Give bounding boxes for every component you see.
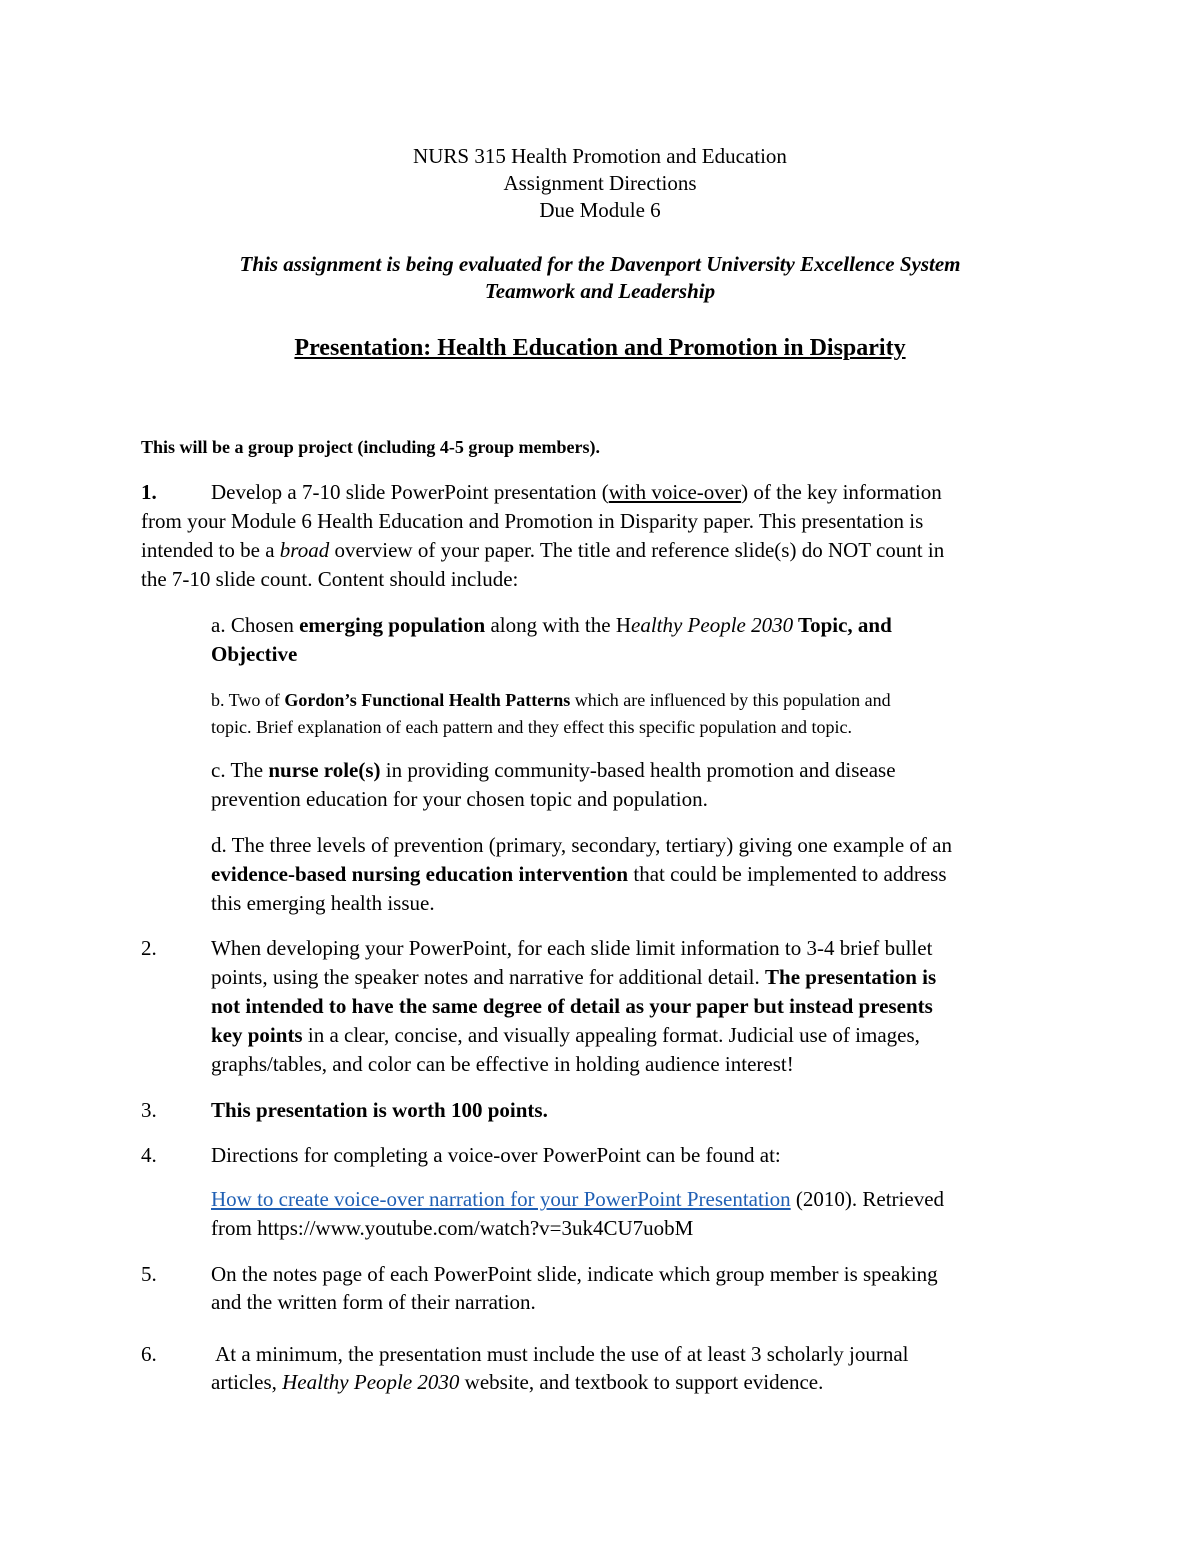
item-2-number: 2. xyxy=(141,936,157,960)
item-2-line-1: When developing your PowerPoint, for each slide limit information to 3-4 brief bullet xyxy=(211,936,933,960)
item-4-text: Directions for completing a voice-over PowerPoint can be found at: xyxy=(211,1143,781,1167)
item-1-line-3: intended to be a broad overview of your paper. The title and reference slide(s) do NOT count in xyxy=(141,538,945,562)
item-1-line-2: from your Module 6 Health Education and Promotion in Disparity paper. This presentation is xyxy=(141,509,924,533)
evaluation-line-2: Teamwork and Leadership xyxy=(484,279,716,303)
assignment-directions: Assignment Directions xyxy=(503,171,697,195)
item-1-line-1: Develop a 7-10 slide PowerPoint presentation (with voice-over) of the key information xyxy=(211,480,942,504)
item-5-line-1: On the notes page of each PowerPoint slide, indicate which group member is speaking xyxy=(211,1262,938,1286)
evaluation-line-1: This assignment is being evaluated for the Davenport University Excellence System xyxy=(239,252,961,276)
presentation-title: Presentation: Health Education and Promotion in Disparity xyxy=(294,335,906,361)
item-6-line-2: articles, Healthy People 2030 website, and textbook to support evidence. xyxy=(211,1370,824,1394)
item-1-number: 1. xyxy=(141,480,157,504)
item-4-number: 4. xyxy=(141,1143,157,1167)
item-3-text: This presentation is worth 100 points. xyxy=(211,1098,548,1122)
item-2-line-4: key points in a clear, concise, and visually appealing format. Judicial use of images, xyxy=(211,1023,920,1047)
link-year-text: (2010). Retrieved xyxy=(790,1187,945,1211)
sub-item-a-line-2: Objective xyxy=(211,642,298,666)
item-2-line-2: points, using the speaker notes and narrative for additional detail. The presentation is xyxy=(211,965,937,989)
sub-item-d-line-2: evidence-based nursing education intervention that could be implemented to address xyxy=(211,862,947,886)
sub-item-b-line-1: b. Two of Gordon’s Functional Health Patterns which are influenced by this population and xyxy=(211,690,891,710)
sub-item-b-line-2: topic. Brief explanation of each pattern and they effect this specific population and topic. xyxy=(211,717,852,737)
due-module: Due Module 6 xyxy=(539,198,661,222)
voice-over-tutorial-link[interactable]: How to create voice-over narration for your PowerPoint Presentation xyxy=(211,1187,791,1211)
item-1-line-4: the 7-10 slide count. Content should include: xyxy=(141,567,519,591)
item-2-line-5: graphs/tables, and color can be effective in holding audience interest! xyxy=(211,1052,794,1076)
sub-item-d-line-3: this emerging health issue. xyxy=(211,891,435,915)
item-5-number: 5. xyxy=(141,1262,157,1286)
item-2-line-3: not intended to have the same degree of detail as your paper but instead presents xyxy=(211,994,933,1018)
item-5-line-2: and the written form of their narration. xyxy=(211,1290,536,1314)
item-4-link-line xyxy=(211,1185,944,1214)
sub-item-a-line-1: a. Chosen emerging population along with the Healthy People 2030 Topic, and xyxy=(211,613,892,637)
sub-item-c-line-2: prevention education for your chosen topic and population. xyxy=(211,787,708,811)
intro-text: This will be a group project (including 4-5 group members). xyxy=(141,437,601,457)
item-6-line-1: At a minimum, the presentation must include the use of at least 3 scholarly journal xyxy=(211,1342,909,1366)
sub-item-c-line-1: c. The nurse role(s) in providing community-based health promotion and disease xyxy=(211,758,896,782)
sub-item-d-line-1: d. The three levels of prevention (primary, secondary, tertiary) giving one example of an xyxy=(211,833,952,857)
item-3-number: 3. xyxy=(141,1098,157,1122)
item-6-number: 6. xyxy=(141,1342,157,1366)
course-title: NURS 315 Health Promotion and Education xyxy=(413,144,787,168)
item-4-url-line: from https://www.youtube.com/watch?v=3uk4CU7uobM xyxy=(211,1216,694,1240)
